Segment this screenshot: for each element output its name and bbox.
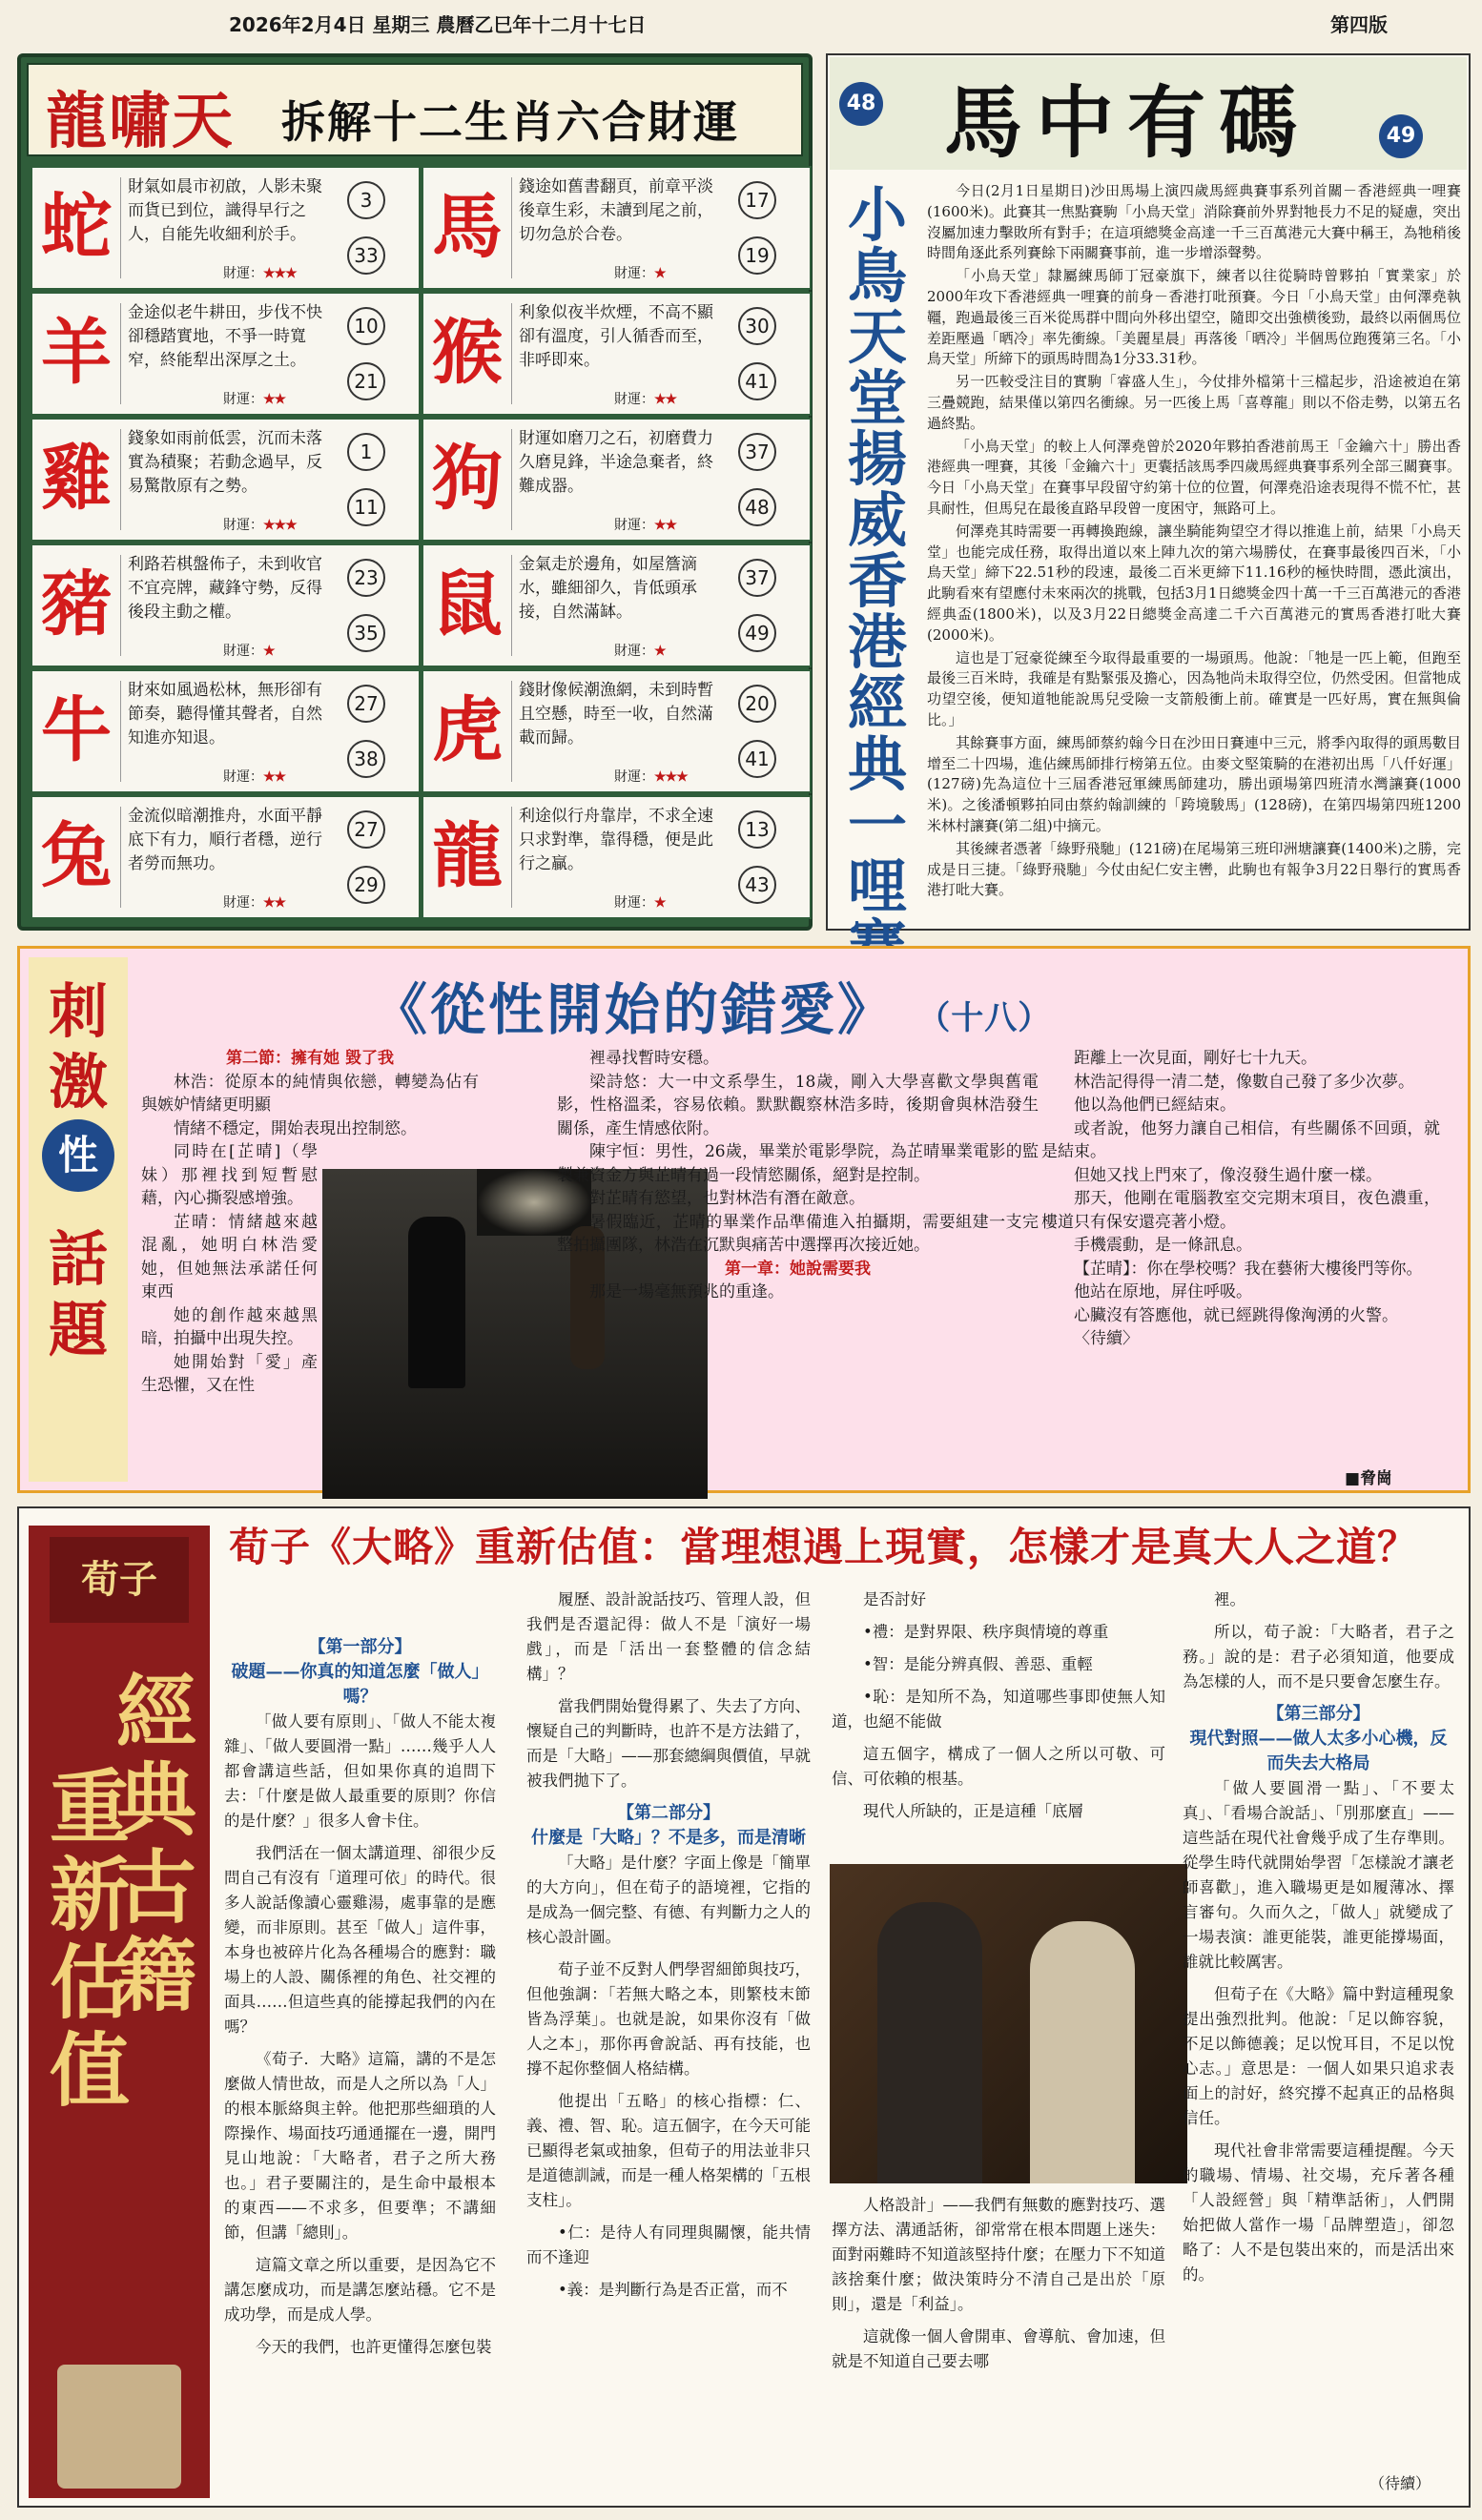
section-heading: 【第二部分】	[617, 1803, 720, 1823]
lucky-number: 11	[347, 488, 385, 526]
paragraph: 《荀子．大略》這篇，講的不是怎麼做人情世故，而是人之所以為「人」的根本脈絡與主幹。他把那些細瑣的人際操作、場面技巧通通擺在一邊，開門見山地說：「大略者，君子之所大務也。」君子要關注的，是生命中最根本的東西——不求多，但要準；不講細節，但講「總則」。	[224, 2050, 496, 2242]
section-heading: 破題——你真的知道怎麼「做人」嗎？	[231, 1662, 489, 1707]
paragraph: 同時在[芷晴]（學妹）那裡找到短暫慰藉，內心撕裂感增強。	[141, 1142, 318, 1208]
paragraph: 暑假臨近，芷晴的畢業作品準備進入拍攝期，需要組建一支完整拍攝團隊，林浩在沉默與痛苦中選擇再次接近她。	[557, 1212, 1039, 1255]
lucky-number: 43	[738, 866, 776, 904]
zodiac-fortune-text: 利途似行舟靠岸，不求全速只求對準，靠得穩，便是此行之贏。	[519, 807, 713, 873]
article-paragraph: 今日(2月1日星期日)沙田馬場上演四歲馬經典賽事系列首關－香港經典一哩賽(1600米)。此賽其一焦點賽駒「小鳥天堂」消除賽前外界對牠長力不足的疑慮，突出沒屬加速力擊敗所有對手；在這項總獎金高達一千三百萬港元大賽中稱王，為牠稍後時間角逐此系列賽餘下兩關賽事前，進一步增添聲勢。	[927, 182, 1461, 262]
classics-column-4	[1183, 1588, 1454, 2295]
zodiac-cell	[31, 292, 421, 416]
lucky-number: 20	[738, 685, 776, 723]
lucky-number: 1	[347, 433, 385, 471]
paragraph: 現代社會非常需要這種提醒。今天的職場、情場、社交場，充斥著各種「人設經營」與「精準話術」，人們開始把做人當作一場「品牌塑造」，卻忽略了：人不是包裝出來的，而是活出來的。	[1183, 2141, 1454, 2284]
luck-label: 財運：	[614, 895, 654, 911]
zodiac-cell	[422, 166, 812, 290]
luck-label: 財運：	[223, 644, 263, 659]
luck-stars: ★★	[263, 895, 286, 911]
paragraph: 這就像一個人會開車、會導航、會加速，但就是不知道自己要去哪	[832, 2327, 1165, 2370]
luck-label: 財運：	[223, 895, 263, 911]
zodiac-fortune-text: 財氣如晨市初啟，人影未聚而貨已到位，識得早行之人，自能先收細利於手。	[128, 177, 322, 244]
paragraph: 荀子並不反對人們學習細節與技巧，但他強調：「若無大略之本，則繁枝末節皆為浮葉」。也就是說，如果你沒有「做人之本」，那你再會說話、再有技能，也撐不起你整個人格結構。	[526, 1960, 811, 2078]
article-paragraph: 其餘賽事方面，練馬師蔡約翰今日在沙田日賽連中三元，將季內取得的頭馬數目增至二十四場，進佔練馬師排行榜第五位。由麥文堅策騎的在港初出馬「八仟好運」(127磅)先為這位十三屆香港冠軍練馬師建功，勝出頭場第四班清水灣讓賽(1000米)。之後潘頓夥拍同由蔡約翰訓練的「跨境駿馬」(128磅)，在第四場第四班1200米林村讓賽(第二組)中摘元。	[927, 733, 1461, 834]
zodiac-fortune-text: 財運如磨刀之石，初磨費力久磨見鋒，半途急棄者，終難成器。	[519, 429, 713, 496]
luck-stars: ★	[654, 644, 666, 659]
zodiac-luck	[614, 892, 666, 912]
luck-label: 財運：	[223, 518, 263, 533]
zodiac-fortune-text: 金途似老牛耕田，步伐不快卻穩踏實地，不爭一時寬窄，終能犁出深厚之土。	[128, 303, 322, 370]
lucky-number: 49	[738, 614, 776, 652]
zodiac-fortune-text: 利象似夜半炊煙，不高不顯卻有溫度，引人循香而至，非呼即來。	[519, 303, 713, 370]
paragraph: 林浩記得得一清二楚，像數自己發了多少次夢。	[1074, 1072, 1414, 1092]
classics-column-3-top	[832, 1588, 1165, 1832]
luck-stars: ★★★	[263, 518, 297, 533]
cell-divider	[511, 303, 512, 404]
paragraph: •義：是判斷行為是否正當，而不	[558, 2281, 788, 2299]
paragraph: 「做人要圓滑一點」、「不要太真」、「看場合說話」、「別那麼直」——這些話在現代社會幾乎成了生存準則。從學生時代就開始學習「怎樣說才讓老師喜歡」，進入職場更是如履薄冰、擇言審句。久而久之，「做人」就變成了一場表演：誰更能裝，誰更能撐場面，誰就比較厲害。	[1183, 1779, 1454, 1971]
classics-side-label: 荀子	[50, 1537, 189, 1623]
paragraph: 距離上一次見面，剛好七十九天。	[1074, 1049, 1317, 1068]
cell-divider	[511, 177, 512, 278]
cell-divider	[511, 681, 512, 782]
section-heading: 現代對照——做人太多小心機，反而失去大格局	[1189, 1729, 1448, 1773]
cell-divider	[120, 681, 121, 782]
zodiac-luck	[614, 641, 666, 660]
paragraph: 「做人要有原則」、「做人不能太複雜」、「做人要圓滑一點」……幾乎人人都會講這些話，但如果你真的追問下去：「什麼是做人最重要的原則？你信的是什麼？」很多人會卡住。	[224, 1712, 496, 1830]
zodiac-animal: 狗	[432, 438, 503, 520]
zodiac-animal: 馬	[432, 186, 503, 268]
zodiac-animal: 豬	[41, 563, 112, 645]
paragraph: 裡尋找暫時安穩。	[589, 1049, 719, 1068]
page-header	[0, 0, 1482, 44]
section-heading: 【第三部分】	[1266, 1704, 1370, 1724]
cell-divider	[120, 429, 121, 530]
paragraph: 這篇文章之所以重要，是因為它不講怎麼成功，而是講怎麼站穩。它不是成功學，而是成人學。	[224, 2256, 496, 2324]
zodiac-animal: 羊	[41, 312, 112, 394]
lucky-number: 29	[347, 866, 385, 904]
story-title-part: （十八）	[917, 999, 1052, 1037]
story-side-top: 刺激	[48, 976, 108, 1117]
cell-divider	[511, 807, 512, 908]
paragraph: 他提出「五略」的核心指標：仁、義、禮、智、恥。這五個字，在今天可能已顯得老氣或抽象，但荀子的用法並非只是道德訓誡，而是一種人格架構的「五根支柱」。	[526, 2092, 811, 2209]
luck-label: 財運：	[614, 392, 654, 407]
zodiac-animal: 龍	[432, 815, 503, 897]
zodiac-fortune-text: 錢象如雨前低雲，沉而未落實為積聚；若動念過早，反易驚散原有之勢。	[128, 429, 322, 496]
paragraph: •恥：是知所不為，知道哪些事即使無人知道，也絕不能做	[832, 1688, 1165, 1731]
paragraph: 林浩：從原本的純情與依戀，轉變為佔有與嫉妒情緒更明顯	[141, 1072, 479, 1115]
article-paragraph: 其後練者憑著「綠野飛馳」(121磅)在尾場第三班印洲塘讓賽(1400米)之勝，完成是日三捷。「綠野飛馳」今仗由紀仁安主轡，此駒也有報争3月22日舉行的實馬香港打吡大賽。	[927, 839, 1461, 899]
zodiac-fortune-text: 錢財像候潮漁網，未到時暫且空懸，時至一收，自然滿載而歸。	[519, 681, 713, 748]
paragraph: 這五個字，構成了一個人之所以可敬、可信、可依賴的根基。	[832, 1745, 1165, 1788]
classics-illustration	[830, 1864, 1187, 2183]
paragraph: 情緒不穩定，開始表現出控制慾。	[174, 1118, 417, 1138]
zodiac-luck	[223, 263, 297, 282]
article-paragraph: 「小鳥天堂」的較上人何澤堯曾於2020年夥拍香港前馬王「金鑰六十」勝出香港經典一哩賽，其後「金鑰六十」更囊括該馬季四歲馬經典賽事系列全部三關賽事。今日「小鳥天堂」在賽事早段留守約第十位的位置，何澤堯沿途表現得不慌不忙，甚具耐性，但馬兒在最後直路早段曾一度困守，無路可上。	[927, 437, 1461, 517]
paragraph: 今天的我們，也許更懂得怎麼包裝	[256, 2338, 492, 2356]
zodiac-cell	[31, 795, 421, 919]
horse-title: 馬中有碼	[944, 77, 1311, 169]
cell-divider	[120, 807, 121, 908]
zodiac-cell	[422, 669, 812, 793]
story-title-main: 《從性開始的錯愛》	[372, 977, 896, 1042]
article-paragraph: 這也是丁冠豪從練至今取得最重要的一場頭馬。他說：「牠是一匹上範，但跑至最後三百米時，我確是有點緊張及擔心，因為牠尚未取得空位，仍然受困。但當牠成功望空後，便知道牠能說馬兒受險一支箭般衝上前。確實是一匹好馬，實在無與倫比。」	[927, 648, 1461, 728]
paragraph: 「大略」是什麼？字面上像是「簡單的大方向」，但在荀子的語境裡，它指的是成為一個完整、有德、有判斷力之人的核心設計圖。	[526, 1854, 811, 1946]
paragraph: 那天，他剛在電腦教室交完期末項目，夜色濃重，樓道只有保安還亮著小燈。	[1041, 1189, 1440, 1232]
lucky-number: 10	[347, 307, 385, 345]
zodiac-luck	[223, 389, 285, 408]
classics-column-1	[224, 1635, 496, 2367]
paragraph: 那是一場毫無預兆的重逢。	[589, 1282, 784, 1301]
paragraph: 他以為他們已經結束。	[1074, 1096, 1236, 1115]
luck-stars: ★★★	[263, 266, 297, 281]
paragraph: 裡。	[1214, 1590, 1245, 1608]
article-paragraph: 何澤堯其時需要一再轉換跑線，讓坐騎能夠望空才得以推進上前，結果「小鳥天堂」也能完成任務，取得出道以來上陣九次的第六場勝仗，在賽事最後四百米，「小鳥天堂」締下22.51秒的段速，最後二百米更締下11.16秒的極快時間，憑此演出，此駒看來有望應付未來兩次的挑戰，包括3月1日總獎金四十萬一千三百萬港元的香港經典盃(1800米)，以及3月22日總獎金高達二千六百萬港元的實馬香港打吡大賽(2000米)。	[927, 522, 1461, 644]
luck-stars: ★	[654, 266, 666, 281]
issue-date: 2026年2月4日 星期三 農曆乙巳年十二月十七日	[229, 13, 647, 36]
zodiac-animal: 雞	[41, 438, 112, 520]
zodiac-animal: 蛇	[41, 186, 112, 268]
luck-stars: ★★	[263, 769, 286, 785]
paragraph: 人格設計」——我們有無數的應對技巧、選擇方法、溝通話術，卻常常在根本問題上迷失：面對兩難時不知道該堅持什麼；在壓力下不知道該捨棄什麼；做決策時分不清自己是出於「原則」，還是「利益」。	[832, 2196, 1165, 2313]
lucky-number: 19	[738, 236, 776, 275]
xunzi-portrait	[57, 2365, 181, 2489]
zodiac-luck	[614, 263, 666, 282]
zodiac-luck	[614, 515, 676, 534]
classics-title: 荀子《大略》重新估值：當理想遇上現實，怎樣才是真大人之道？	[229, 1524, 1419, 1570]
luck-label: 財運：	[614, 644, 654, 659]
lucky-number: 23	[347, 559, 385, 597]
zodiac-luck	[223, 515, 297, 534]
zodiac-luck	[614, 389, 676, 408]
paragraph: 〈待續〉	[1074, 1329, 1139, 1348]
paragraph: 或者說，他努力讓自己相信，有些關係不回頭，就是結束。	[1041, 1118, 1440, 1161]
paragraph: 她的創作越來越黑暗，拍攝中出現失控。	[141, 1305, 318, 1348]
paragraph: 對芷晴有慾望，也對林浩有潛在敵意。	[589, 1189, 865, 1208]
horse-headline: 小鳥天堂揚威香港經典一哩	[847, 180, 907, 921]
cell-divider	[120, 177, 121, 278]
paragraph: •智：是能分辨真假、善惡、重輕	[863, 1655, 1093, 1673]
zodiac-cell	[422, 795, 812, 919]
luck-label: 財運：	[223, 769, 263, 785]
zodiac-animal: 牛	[41, 689, 112, 771]
article-paragraph: 「小鳥天堂」隸屬練馬師丁冠豪旗下，練者以往從騎時曾夥拍「實業家」於2000年攻下香港經典一哩賽的前身－香港打吡預賽。今日「小鳥天堂」由何澤堯執韁，跑過最後三百米從馬群中間向外移出望空，隨即交出強横後勁，最終以兩個馬位差距壓過「晒冷」率先衝線。「美麗星晨」再落後「晒冷」半個馬位跑獲第三名。「小鳥天堂」所締下的頭馬時間為1分33.31秒。	[927, 267, 1461, 368]
paragraph: 【芷晴】：你在學校嗎？我在藝術大樓後門等你。	[1074, 1259, 1423, 1279]
zodiac-cell	[422, 543, 812, 667]
zodiac-fortune-text: 錢途如舊書翻頁，前章平淡後章生彩，未讀到尾之前，切勿急於合卷。	[519, 177, 713, 244]
paragraph: 梁詩悠：大一中文系學生，18歲，剛入大學喜歡文學與舊電影，性格溫柔，容易依賴。默默觀察林浩多時，後期會與林浩發生關係，產生情感依附。	[557, 1072, 1039, 1138]
lucky-number: 33	[347, 236, 385, 275]
classics-column-2	[526, 1588, 811, 2310]
luck-label: 財運：	[223, 266, 263, 281]
zodiac-cell	[422, 292, 812, 416]
paragraph: 陳宇恒：男性，26歲，畢業於電影學院，為芷晴畢業電影的監製兼資金方與芷晴有過一段情慾關係，絕對是控制。	[557, 1142, 1039, 1185]
paragraph: 但荀子在《大略》篇中對這種現象提出強烈批判。他說：「足以飾容貌，不足以飾德義；足以悅耳目，不足以悅心志。」意思是：一個人如果只追求表面上的討好，終究撐不起真正的品格與信任。	[1183, 1985, 1454, 2127]
lucky-number: 27	[347, 810, 385, 849]
luck-label: 財運：	[614, 769, 654, 785]
zodiac-title: 龍嘯天	[46, 86, 235, 157]
zodiac-cell	[31, 166, 421, 290]
story-title	[372, 965, 1051, 1045]
luck-stars: ★	[654, 895, 666, 911]
story-side-bottom: 話題	[48, 1224, 108, 1364]
zodiac-title-banner	[27, 63, 803, 156]
classics-side-vertical-1: 經典古籍	[116, 1665, 197, 2022]
lucky-number: 17	[738, 181, 776, 219]
luck-label: 財運：	[614, 518, 654, 533]
article-paragraph: 另一匹較受注目的實駒「睿盛人生」，今仗排外檔第十三檔起步，沿途被迫在第三疊競跑，結果僅以第四名衝線。另一匹後上馬「喜尊龍」則以不俗走勢，以第五名過終點。	[927, 373, 1461, 432]
lucky-number: 13	[738, 810, 776, 849]
cell-divider	[120, 303, 121, 404]
paragraph: •禮：是對界限、秩序與情境的尊重	[863, 1623, 1109, 1641]
paragraph: 芷晴：情緒越來越混亂，她明白林浩愛她，但她無法承諾任何東西	[141, 1212, 318, 1301]
zodiac-fortune-text: 利路若棋盤佈子，未到收官不宜亮牌，藏鋒守勢，反得後段主動之權。	[128, 555, 322, 622]
paragraph: 他站在原地，屏住呼吸。	[1074, 1282, 1252, 1301]
lucky-number: 41	[738, 740, 776, 778]
zodiac-fortune-text: 財來如風過松林，無形卻有節奏，聽得懂其聲者，自然知進亦知退。	[128, 681, 322, 748]
zodiac-cell	[31, 543, 421, 667]
cell-divider	[120, 555, 121, 656]
classics-side-vertical-2: 重新估值	[50, 1760, 131, 2118]
luck-label: 財運：	[223, 392, 263, 407]
story-column-3	[1041, 1047, 1440, 1351]
classics-continued: （待續）	[1369, 2474, 1431, 2492]
luck-stars: ★	[263, 644, 275, 659]
classics-side-banner	[29, 1526, 210, 2498]
zodiac-animal: 虎	[432, 689, 503, 771]
lucky-number: 27	[347, 685, 385, 723]
paragraph: 心臟沒有答應他，就已經跳得像洶湧的火警。	[1074, 1305, 1398, 1325]
paragraph: 我們活在一個太講道理、卻很少反問自己有沒有「道理可依」的時代。很多人說話像讀心靈雞湯，處事靠的是應變，而非原則。甚至「做人」這件事，本身也被碎片化為各種場合的應對：職場上的人設、關係裡的角色、社交裡的面具……但這些真的能撐起我們的內在嗎？	[224, 1844, 496, 2036]
edition-label: 第四版	[1330, 13, 1388, 36]
story-side-badge: 性	[42, 1119, 114, 1192]
zodiac-luck	[223, 892, 285, 912]
section-heading: 什麼是「大略」？不是多，而是清晰	[531, 1828, 806, 1848]
paragraph: 履歷、設計說話技巧、管理人設，但我們是否還記得：做人不是「演好一場戲」，而是「活出一套整體的信念結構」？	[526, 1590, 811, 1683]
zodiac-luck	[614, 767, 688, 786]
paragraph: •仁：是待人有同理與關懷，能共情而不逢迎	[526, 2223, 811, 2266]
zodiac-animal: 猴	[432, 312, 503, 394]
lucky-number: 41	[738, 362, 776, 400]
zodiac-luck	[223, 641, 275, 660]
section-heading: 第一章：她說需要我	[725, 1259, 871, 1279]
lucky-number: 37	[738, 559, 776, 597]
zodiac-luck	[223, 767, 285, 786]
section-heading: 【第一部分】	[308, 1637, 412, 1657]
story-side-banner	[29, 957, 128, 1482]
zodiac-cell	[31, 669, 421, 793]
paragraph: 但她又找上門來了，像沒發生過什麼一樣。	[1074, 1165, 1382, 1185]
horse-badge-right: 49	[1379, 114, 1423, 158]
paragraph: 所以，荀子說：「大略者，君子之務。」說的是：君子必須知道，他要成為怎樣的人，而不是只要會怎麼生存。	[1183, 1623, 1454, 1690]
zodiac-fortune-text: 金氣走於邊角，如屋簷滴水，雖細卻久，肯低頭承接，自然滿缽。	[519, 555, 697, 622]
cell-divider	[511, 555, 512, 656]
lucky-number: 38	[347, 740, 385, 778]
lucky-number: 37	[738, 433, 776, 471]
story-author: ■脅崗	[1345, 1469, 1393, 1488]
paragraph: 現代人所缺的，正是這種「底層	[863, 1802, 1083, 1820]
luck-stars: ★★★	[654, 769, 688, 785]
lucky-number: 48	[738, 488, 776, 526]
zodiac-fortune-text: 金流似暗潮推舟，水面平靜底下有力，順行者穩，逆行者勞而無功。	[128, 807, 322, 873]
luck-stars: ★★	[654, 392, 677, 407]
paragraph: 手機震動，是一條訊息。	[1074, 1236, 1252, 1255]
story-column-2	[557, 1047, 1039, 1304]
horse-article-body	[927, 181, 1461, 903]
zodiac-cell	[422, 418, 812, 542]
classics-column-3-bottom	[832, 2193, 1165, 2382]
luck-stars: ★★	[263, 392, 286, 407]
zodiac-animal: 兔	[41, 815, 112, 897]
luck-label: 財運：	[614, 266, 654, 281]
paragraph: 當我們開始覺得累了、失去了方向、懷疑自己的判斷時，也許不是方法錯了，而是「大略」——那套總綱與價值，早就被我們拋下了。	[526, 1697, 811, 1790]
paragraph: 是否討好	[863, 1590, 926, 1608]
lucky-number: 3	[347, 181, 385, 219]
paragraph: 她開始對「愛」產生恐懼，又在性	[141, 1352, 318, 1395]
luck-stars: ★★	[654, 518, 677, 533]
cell-divider	[511, 429, 512, 530]
lucky-number: 21	[347, 362, 385, 400]
zodiac-subtitle: 拆解十二生肖六合財運	[281, 96, 739, 148]
horse-badge-left: 48	[839, 82, 883, 126]
zodiac-animal: 鼠	[432, 563, 503, 645]
lucky-number: 35	[347, 614, 385, 652]
section-heading: 第二節：擁有她 毀了我	[226, 1049, 394, 1068]
zodiac-cell	[31, 418, 421, 542]
lucky-number: 30	[738, 307, 776, 345]
